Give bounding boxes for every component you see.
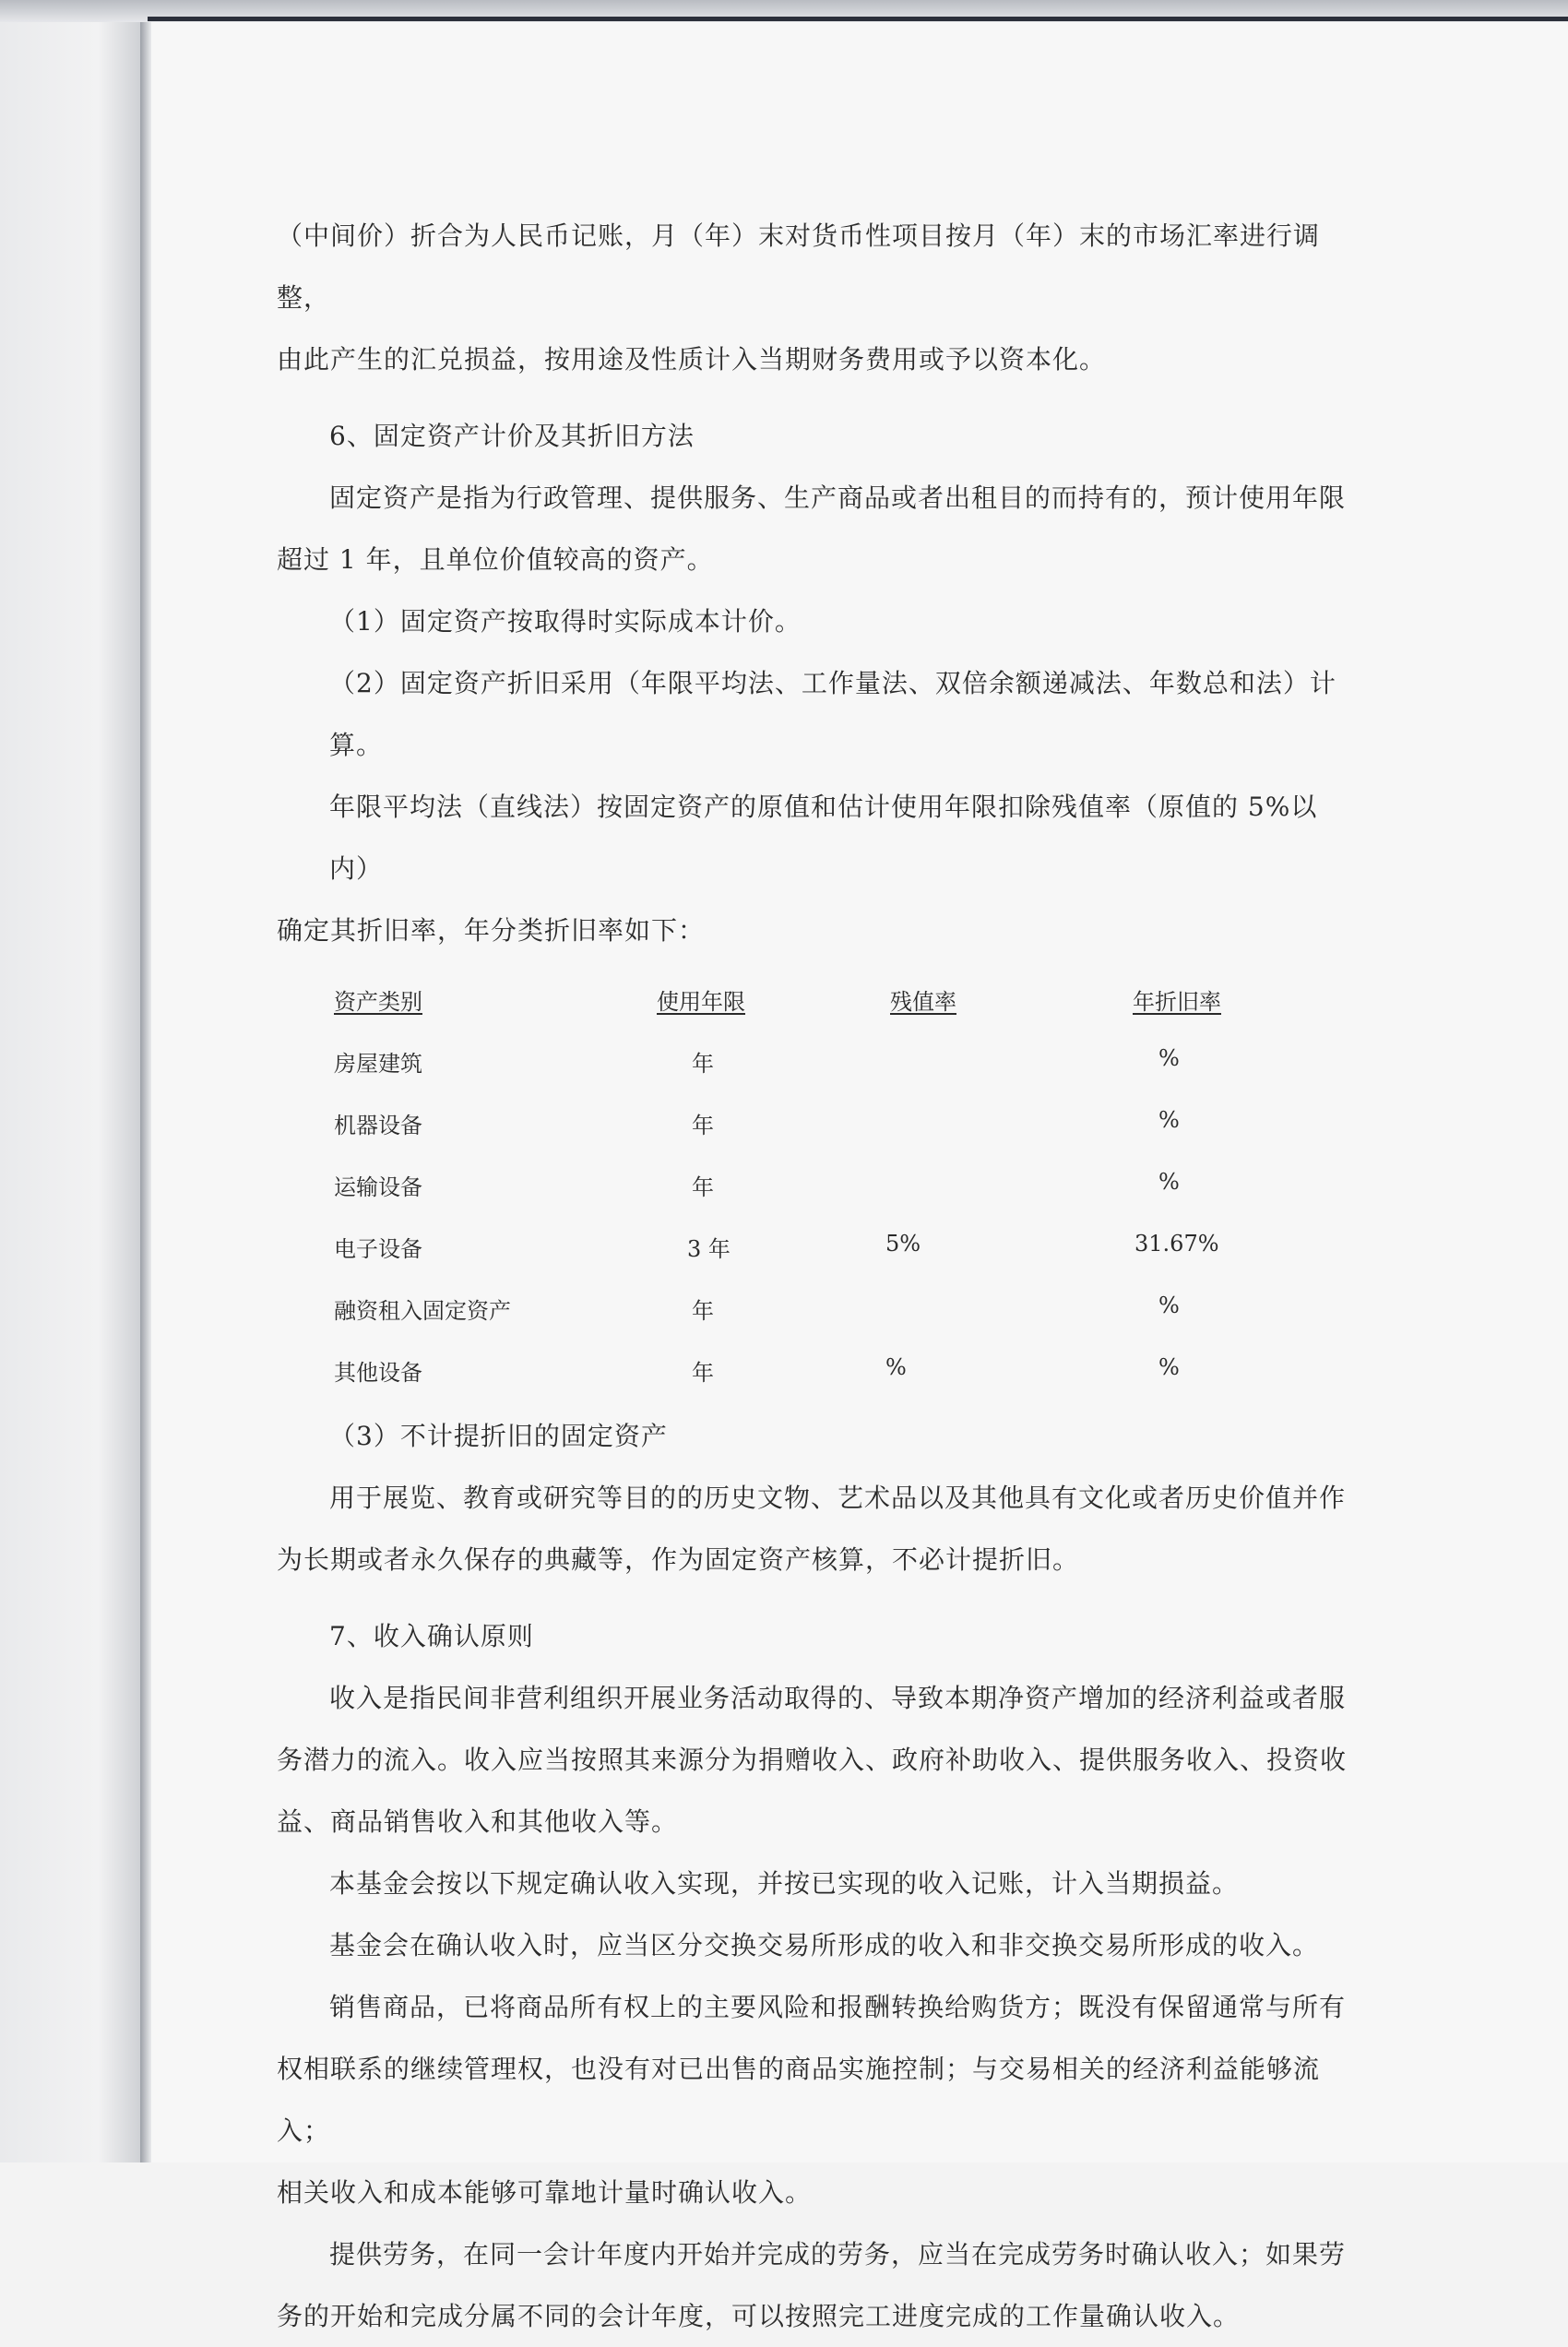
cell-years: 3 年 xyxy=(687,1236,731,1262)
table-row xyxy=(277,1214,1356,1276)
list-item-1: （1）固定资产按取得时实际成本计价。 xyxy=(329,606,802,637)
paragraph-line: 收入是指民间非营利组织开展业务活动取得的、导致本期净资产增加的经济利益或者服 xyxy=(329,1683,1347,1713)
cell-years: 年 xyxy=(692,1051,714,1077)
header-residual-rate: 残值率 xyxy=(890,989,956,1015)
table-row xyxy=(277,1090,1356,1152)
paragraph-line: 益、商品销售收入和其他收入等。 xyxy=(277,1806,679,1837)
table-header-row xyxy=(277,967,1356,1029)
paragraph-line: 提供劳务，在同一会计年度内开始并完成的劳务，应当在完成劳务时确认收入；如果劳 xyxy=(329,2239,1347,2270)
cell-years: 年 xyxy=(692,1298,714,1324)
cell-residual: % xyxy=(885,1354,907,1380)
paragraph-line: 销售商品，已将商品所有权上的主要风险和报酬转换给购货方；既没有保留通常与所有 xyxy=(329,1992,1347,2022)
cell-category: 电子设备 xyxy=(334,1236,422,1262)
table-row xyxy=(277,1029,1356,1090)
cell-rate: % xyxy=(1158,1354,1180,1380)
paragraph-line: 权相联系的继续管理权，也没有对已出售的商品实施控制；与交易相关的经济利益能够流入； xyxy=(277,2054,1321,2146)
paragraph-line: 为长期或者永久保存的典藏等，作为固定资产核算，不必计提折旧。 xyxy=(277,1544,1080,1575)
cell-rate: % xyxy=(1158,1293,1180,1318)
section-7-heading: 7、收入确认原则 xyxy=(329,1621,534,1651)
section-6-heading: 6、固定资产计价及其折旧方法 xyxy=(329,421,695,451)
book-gutter xyxy=(140,22,151,2162)
cell-category: 运输设备 xyxy=(334,1174,422,1200)
cell-rate: % xyxy=(1158,1107,1180,1133)
table-row xyxy=(277,1276,1356,1338)
cell-residual: 5% xyxy=(885,1231,921,1257)
facing-page-edge xyxy=(0,22,140,2162)
paragraph-line: 确定其折旧率，年分类折旧率如下： xyxy=(277,915,706,946)
header-useful-life: 使用年限 xyxy=(657,989,745,1015)
document-body xyxy=(277,205,1356,2347)
cell-rate: % xyxy=(1158,1169,1180,1195)
cell-category: 房屋建筑 xyxy=(334,1051,422,1077)
table-row xyxy=(277,1152,1356,1214)
cell-rate: % xyxy=(1158,1045,1180,1071)
paragraph-line: （中间价）折合为人民币记账，月（年）末对货币性项目按月（年）末的市场汇率进行调整， xyxy=(277,220,1321,313)
paragraph-line: 超过 1 年，且单位价值较高的资产。 xyxy=(277,544,714,575)
paragraph-line: 用于展览、教育或研究等目的的历史文物、艺术品以及其他具有文化或者历史价值并作 xyxy=(329,1483,1347,1513)
paragraph-line: 相关收入和成本能够可靠地计量时确认收入。 xyxy=(277,2177,813,2208)
list-item-3: （3）不计提折旧的固定资产 xyxy=(329,1421,668,1451)
cell-years: 年 xyxy=(692,1113,714,1138)
cell-rate: 31.67% xyxy=(1134,1231,1219,1257)
list-item-2: （2）固定资产折旧采用（年限平均法、工作量法、双倍余额递减法、年数总和法）计算。 xyxy=(329,668,1336,760)
paragraph-line: 固定资产是指为行政管理、提供服务、生产商品或者出租目的而持有的，预计使用年限 xyxy=(329,483,1347,513)
scan-top-border xyxy=(148,17,1568,21)
paragraph-line: 本基金会按以下规定确认收入实现，并按已实现的收入记账，计入当期损益。 xyxy=(329,1868,1240,1899)
header-asset-category: 资产类别 xyxy=(334,989,422,1015)
paragraph-line: 由此产生的汇兑损益，按用途及性质计入当期财务费用或予以资本化。 xyxy=(277,344,1107,375)
cell-years: 年 xyxy=(692,1174,714,1200)
cell-years: 年 xyxy=(692,1360,714,1386)
table-row xyxy=(277,1338,1356,1400)
paragraph-line: 年限平均法（直线法）按固定资产的原值和估计使用年限扣除残值率（原值的 5%以内） xyxy=(329,792,1318,884)
cell-category: 机器设备 xyxy=(334,1113,422,1138)
paragraph-line: 务的开始和完成分属不同的会计年度，可以按照完工进度完成的工作量确认收入。 xyxy=(277,2301,1241,2331)
paragraph-line: 基金会在确认收入时，应当区分交换交易所形成的收入和非交换交易所形成的收入。 xyxy=(329,1930,1320,1960)
paragraph-line: 务潜力的流入。收入应当按照其来源分为捐赠收入、政府补助收入、提供服务收入、投资收 xyxy=(277,1745,1348,1775)
cell-category: 其他设备 xyxy=(334,1360,422,1386)
header-annual-rate: 年折旧率 xyxy=(1133,989,1221,1015)
depreciation-table xyxy=(277,967,1356,1400)
cell-category: 融资租入固定资产 xyxy=(334,1298,511,1324)
